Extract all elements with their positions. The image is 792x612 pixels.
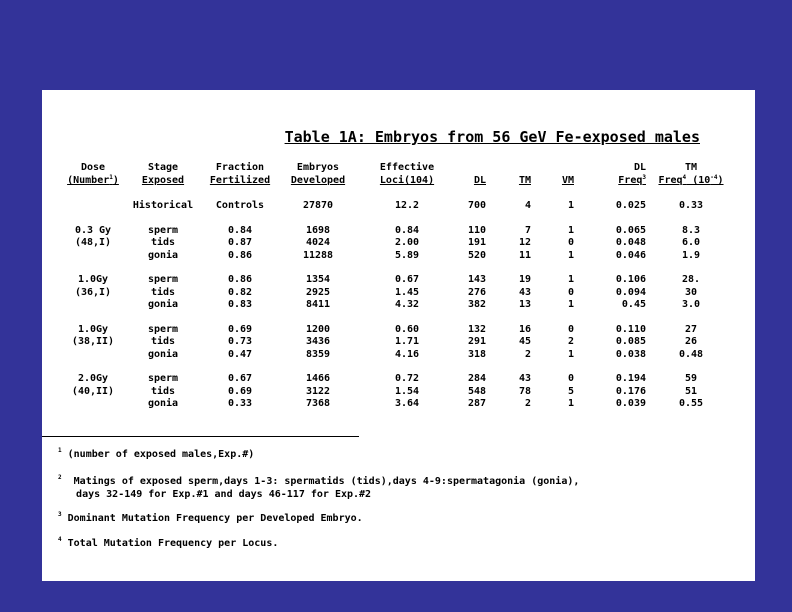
cell-dl: 700 bbox=[467, 200, 486, 211]
cell-effective: 1.54 bbox=[394, 385, 420, 397]
cell-tm: 2 bbox=[524, 348, 531, 360]
cell-embryos: 1466 bbox=[305, 373, 331, 384]
cell-stage: tids bbox=[150, 336, 176, 347]
cell-fraction: 0.86 bbox=[227, 249, 253, 261]
cell-tmfreq: 3.0 bbox=[681, 299, 701, 310]
footnote-2 bbox=[58, 475, 579, 501]
cell-tm: 2 bbox=[524, 398, 531, 409]
cell-dlfreq: 0.048 bbox=[615, 237, 646, 248]
cell-tm: 4 bbox=[524, 200, 531, 211]
footnote-divider bbox=[42, 436, 359, 437]
cell-tm: 78 bbox=[518, 385, 531, 397]
cell-embryos: 3436 bbox=[305, 336, 331, 347]
cell-fraction: 0.87 bbox=[227, 237, 253, 248]
cell-embryos: 1698 bbox=[305, 224, 331, 236]
cell-fraction: 0.82 bbox=[227, 286, 253, 298]
cell-fraction: 0.69 bbox=[227, 323, 253, 335]
header-tm: TM bbox=[518, 175, 531, 187]
cell-fraction: 0.33 bbox=[227, 398, 253, 409]
cell-tmfreq: 27 bbox=[684, 323, 698, 335]
cell-dlfreq: 0.106 bbox=[615, 274, 646, 285]
header-embryos: Embryos bbox=[296, 162, 340, 174]
cell-effective: 1.71 bbox=[394, 336, 420, 347]
cell-tm: 13 bbox=[518, 299, 531, 310]
cell-stage: tids bbox=[150, 385, 176, 397]
footnote-text: Matings of exposed sperm,days 1-3: spermatids (tids),days 4-9:spermatagonia (gonia), days 32-149 for Exp.#1 and days 46-117 for Exp.#2 bbox=[73, 476, 580, 500]
header-embryos-sub: Developed bbox=[290, 175, 346, 187]
cell-dose: 1.0Gy bbox=[77, 323, 109, 335]
cell-dl: 143 bbox=[467, 274, 486, 285]
cell-dose: (36,I) bbox=[74, 286, 112, 298]
cell-effective: 1.45 bbox=[394, 286, 420, 298]
table-row bbox=[62, 386, 736, 399]
cell-dose bbox=[62, 349, 124, 362]
cell-dl: 318 bbox=[467, 348, 486, 360]
header-dlfreq-sub: Freq$^3$ bbox=[618, 174, 646, 187]
cell-vm: 1 bbox=[567, 299, 574, 310]
header-row-2 bbox=[62, 175, 736, 188]
table-row bbox=[62, 324, 736, 337]
cell-dl: 291 bbox=[467, 336, 486, 347]
cell-embryos: 3122 bbox=[305, 385, 331, 397]
cell-dl: 382 bbox=[467, 299, 486, 310]
table-row bbox=[62, 200, 736, 213]
cell-tmfreq: 1.9 bbox=[681, 249, 701, 261]
cell-dlfreq: 0.110 bbox=[615, 323, 646, 335]
cell-tmfreq: 30 bbox=[684, 286, 698, 298]
footnote-text: Total Mutation Frequency per Locus. bbox=[61, 538, 279, 549]
cell-embryos: 7368 bbox=[305, 398, 331, 409]
header-dlfreq: DL bbox=[633, 162, 646, 174]
cell-vm: 2 bbox=[567, 336, 574, 347]
data-table bbox=[62, 162, 736, 411]
cell-vm: 1 bbox=[567, 224, 574, 236]
cell-tmfreq: 8.3 bbox=[681, 224, 701, 236]
cell-vm: 0 bbox=[567, 373, 574, 384]
cell-vm: 1 bbox=[567, 274, 574, 285]
header-effective: Effective bbox=[379, 162, 435, 174]
table-row bbox=[62, 349, 736, 362]
cell-effective: 0.67 bbox=[394, 274, 420, 285]
header-dl: DL bbox=[473, 175, 486, 187]
cell-vm: 0 bbox=[567, 237, 574, 248]
cell-dlfreq: 0.085 bbox=[615, 336, 646, 347]
cell-vm: 0 bbox=[567, 323, 574, 335]
cell-tm: 43 bbox=[518, 373, 531, 384]
cell-vm: 5 bbox=[567, 385, 574, 397]
cell-stage: sperm bbox=[147, 274, 179, 285]
header-tmfreq: TM bbox=[684, 162, 698, 174]
cell-tm: 11 bbox=[518, 249, 531, 261]
cell-dose bbox=[62, 250, 124, 263]
cell-dl: 276 bbox=[467, 286, 486, 298]
cell-tmfreq: 0.55 bbox=[678, 398, 704, 409]
header-tmfreq-sub: Freq$^4$ $(10^{-4})$ bbox=[658, 174, 724, 187]
cell-stage: tids bbox=[150, 286, 176, 298]
table-row bbox=[62, 373, 736, 386]
table-row bbox=[62, 398, 736, 411]
cell-fraction: 0.47 bbox=[227, 348, 253, 360]
cell-dose bbox=[62, 200, 124, 213]
header-stage-sub: Exposed bbox=[141, 175, 185, 187]
header-stage: Stage bbox=[147, 162, 179, 174]
cell-fraction: 0.69 bbox=[227, 385, 253, 397]
cell-dose bbox=[62, 398, 124, 411]
footnote-text: (number of exposed males,Exp.#) bbox=[61, 449, 255, 460]
header-row-1 bbox=[62, 162, 736, 175]
cell-tm: 19 bbox=[518, 274, 531, 285]
cell-effective: 12.2 bbox=[394, 200, 420, 211]
cell-vm: 1 bbox=[567, 348, 574, 360]
cell-dl: 284 bbox=[467, 373, 486, 384]
cell-dl: 520 bbox=[467, 249, 486, 261]
cell-stage: sperm bbox=[147, 323, 179, 335]
table-row bbox=[62, 299, 736, 312]
header-vm: VM bbox=[561, 175, 574, 187]
cell-embryos: 1200 bbox=[305, 323, 331, 335]
cell-tmfreq: 0.48 bbox=[678, 348, 704, 360]
footnote-1 bbox=[58, 448, 254, 461]
cell-fraction: 0.86 bbox=[227, 274, 253, 285]
cell-tmfreq: 28. bbox=[681, 274, 701, 285]
cell-dose: 1.0Gy bbox=[77, 274, 109, 285]
footnote-mark: 1 bbox=[58, 447, 62, 454]
footnote-4 bbox=[58, 537, 278, 550]
cell-effective: 4.32 bbox=[394, 299, 420, 310]
cell-stage: sperm bbox=[147, 224, 179, 236]
cell-dose: (40,II) bbox=[71, 385, 115, 397]
cell-dose: 0.3 Gy bbox=[74, 224, 112, 236]
footnote-3 bbox=[58, 512, 363, 525]
cell-tmfreq: 26 bbox=[684, 336, 698, 347]
cell-dl: 287 bbox=[467, 398, 486, 409]
cell-effective: 2.00 bbox=[394, 237, 420, 248]
cell-dl: 110 bbox=[467, 224, 486, 236]
cell-embryos: 11288 bbox=[302, 249, 334, 261]
cell-dlfreq: 0.45 bbox=[621, 299, 646, 310]
table-row bbox=[62, 225, 736, 238]
table-body bbox=[62, 200, 736, 411]
cell-tm: 12 bbox=[518, 237, 531, 248]
cell-fraction: 0.84 bbox=[227, 224, 253, 236]
cell-dose: (48,I) bbox=[74, 237, 112, 248]
cell-vm: 1 bbox=[567, 249, 574, 261]
cell-vm: 0 bbox=[567, 286, 574, 298]
cell-dose: 2.0Gy bbox=[77, 373, 109, 384]
cell-tmfreq: 51 bbox=[684, 385, 698, 397]
cell-stage: gonia bbox=[147, 249, 179, 261]
cell-embryos: 8411 bbox=[305, 299, 331, 310]
cell-dl: 548 bbox=[467, 385, 486, 397]
cell-tmfreq: 6.0 bbox=[681, 237, 701, 248]
cell-effective: 0.84 bbox=[394, 224, 420, 236]
cell-tm: 16 bbox=[518, 323, 531, 335]
cell-fraction: 0.83 bbox=[227, 299, 253, 310]
footnote-text: Dominant Mutation Frequency per Developed Embryo. bbox=[61, 513, 363, 524]
cell-fraction: Controls bbox=[215, 200, 265, 211]
cell-stage: gonia bbox=[147, 398, 179, 409]
cell-embryos: 2925 bbox=[305, 286, 331, 298]
cell-embryos: 8359 bbox=[305, 348, 331, 360]
cell-dose: (38,II) bbox=[71, 336, 115, 347]
footnote-mark: 4 bbox=[58, 536, 62, 543]
cell-stage: Historical bbox=[132, 200, 194, 211]
cell-effective: 5.89 bbox=[394, 249, 420, 261]
cell-embryos: 4024 bbox=[305, 237, 331, 248]
cell-vm: 1 bbox=[567, 398, 574, 409]
table-row bbox=[62, 287, 736, 300]
table-title: Table 1A: Embryos from 56 GeV Fe-exposed males bbox=[284, 128, 700, 146]
header-dose: Dose bbox=[80, 162, 106, 174]
header-effective-sub: Loci(104) bbox=[379, 175, 435, 187]
cell-dlfreq: 0.039 bbox=[615, 398, 646, 409]
cell-tm: 7 bbox=[524, 224, 531, 236]
cell-dlfreq: 0.038 bbox=[615, 348, 646, 360]
cell-stage: sperm bbox=[147, 373, 179, 384]
cell-vm: 1 bbox=[567, 200, 574, 211]
table-row bbox=[62, 336, 736, 349]
header-fraction-sub: Fertilized bbox=[209, 175, 271, 187]
cell-fraction: 0.73 bbox=[227, 336, 253, 347]
cell-fraction: 0.67 bbox=[227, 373, 253, 384]
cell-dlfreq: 0.094 bbox=[615, 286, 646, 298]
cell-stage: tids bbox=[150, 237, 176, 248]
cell-tmfreq: 0.33 bbox=[678, 200, 704, 211]
slide bbox=[42, 90, 755, 581]
cell-effective: 3.64 bbox=[394, 398, 420, 409]
footnote-mark: 3 bbox=[58, 511, 62, 518]
cell-effective: 0.60 bbox=[394, 323, 420, 335]
cell-dlfreq: 0.176 bbox=[615, 385, 646, 397]
cell-dl: 132 bbox=[467, 323, 486, 335]
table-row bbox=[62, 274, 736, 287]
cell-tm: 45 bbox=[518, 336, 531, 347]
cell-dlfreq: 0.065 bbox=[615, 224, 646, 236]
cell-dlfreq: 0.046 bbox=[615, 249, 646, 261]
table-row bbox=[62, 250, 736, 263]
cell-dlfreq: 0.194 bbox=[615, 373, 646, 384]
cell-tmfreq: 59 bbox=[684, 373, 698, 384]
footnote-mark: 2 bbox=[58, 474, 62, 481]
cell-embryos: 27870 bbox=[302, 200, 334, 211]
cell-effective: 0.72 bbox=[394, 373, 420, 384]
cell-dose bbox=[62, 299, 124, 312]
header-dose-sub: (Number$^1$) bbox=[67, 174, 119, 187]
cell-effective: 4.16 bbox=[394, 348, 420, 360]
header-fraction: Fraction bbox=[215, 162, 265, 174]
cell-stage: gonia bbox=[147, 348, 179, 360]
table-row bbox=[62, 237, 736, 250]
cell-embryos: 1354 bbox=[305, 274, 331, 285]
cell-stage: gonia bbox=[147, 299, 179, 310]
cell-dlfreq: 0.025 bbox=[615, 200, 646, 211]
cell-dl: 191 bbox=[467, 237, 486, 248]
cell-tm: 43 bbox=[518, 286, 531, 298]
